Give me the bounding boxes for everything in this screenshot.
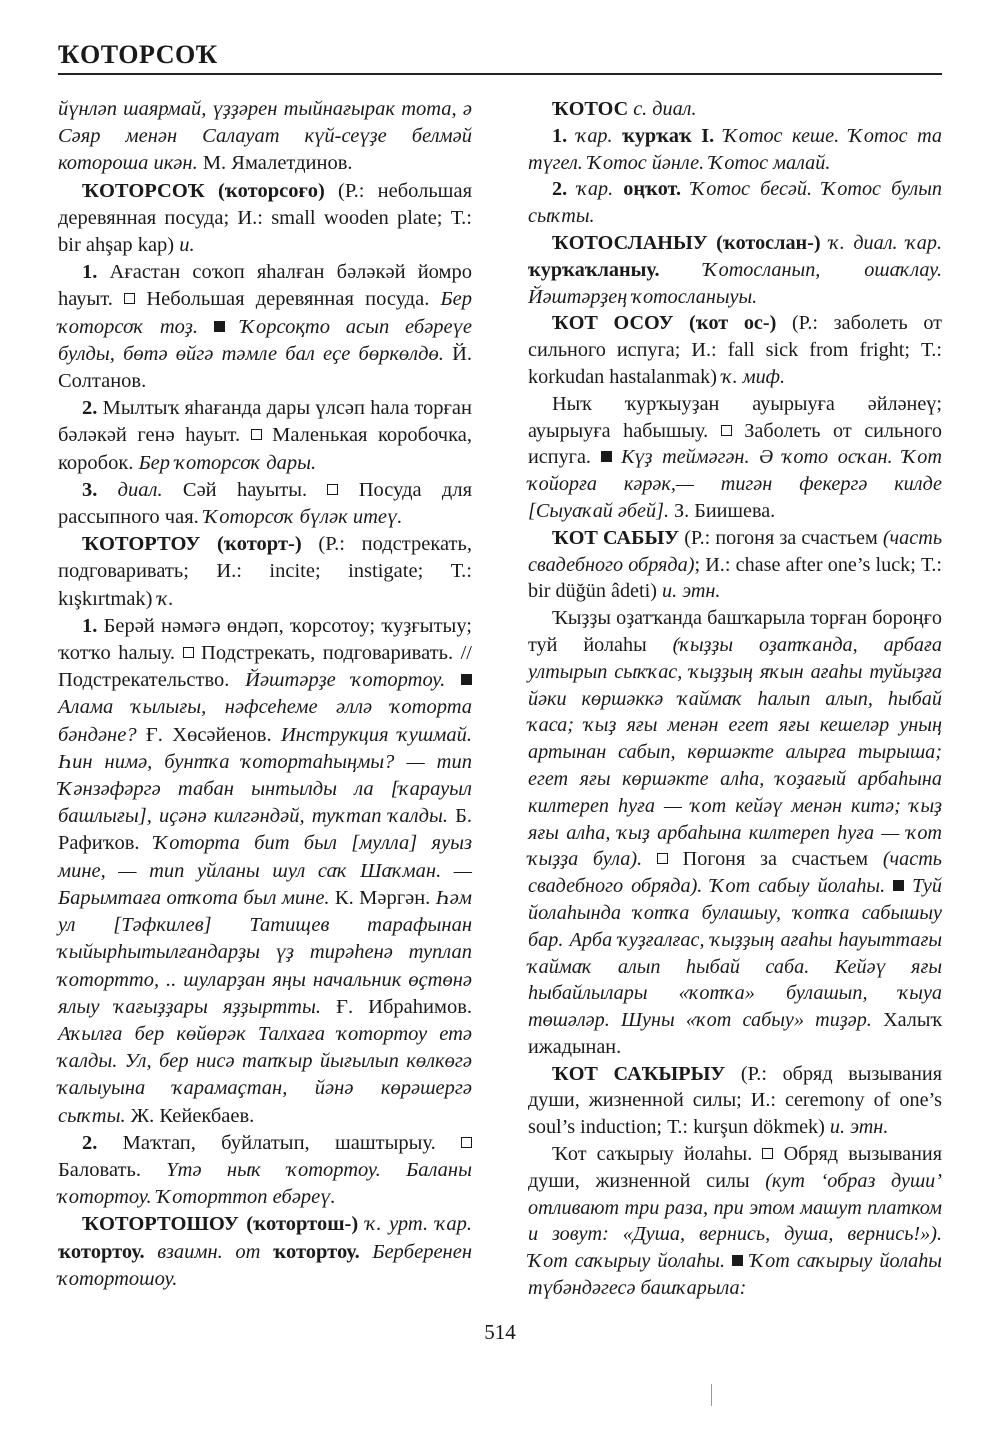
example: Ҡот саҡырыу йолаһы. bbox=[528, 1250, 726, 1273]
example: Ҡотос бесəй. Ҡотос булып сыҡты. bbox=[528, 178, 942, 228]
author: Ж. Кейекбаев. bbox=[125, 1104, 255, 1127]
running-head: ҠОТОРСОҠ bbox=[58, 40, 218, 69]
definition: Ныҡ ҡурҡыуҙан ауырыуға əйлəнеү; ауырыуға һабышыу. bbox=[528, 392, 942, 442]
entry-kot-osou bbox=[528, 310, 942, 390]
russian-gloss-note: (часть свадебного обряда). bbox=[528, 848, 942, 898]
author: Ғ. Хөсəйенов. bbox=[136, 723, 281, 746]
translations: (Р.: погоня за счастьем bbox=[679, 526, 883, 549]
sense-1 bbox=[528, 123, 942, 177]
sense-2 bbox=[58, 395, 472, 477]
headword: ҠОТ ОСОУ bbox=[552, 312, 674, 335]
headword-form: (ҡот ос-) bbox=[673, 312, 777, 335]
citation: Аҡылға бер көйөрəк Талхаға ҡотортоу етə ҡалды. Ул, бер нисə тапҡыр йығылып көлкөгə ҡалыуына ҡарамаҫтан, йəнə көрəшергə сыҡты. bbox=[58, 1022, 472, 1127]
author: З. Биишева. bbox=[669, 499, 776, 522]
white-square-icon bbox=[124, 293, 135, 304]
russian-gloss: Обряд вызывания души, жизненной силы bbox=[528, 1143, 942, 1192]
author: Б. Рафиҡов. bbox=[58, 805, 472, 855]
example-text: йүнлəп шаярмай, үҙҙəрен тыйнағырак тота, ə Сəяр менəн Салауат күй-сеүҙе белмəй котороша икəн. bbox=[58, 98, 472, 175]
example: Ҡотосланып, ошаҡлау. Йəштəрҙең ҡотосланыуы. bbox=[528, 258, 942, 308]
part-of-speech: и. этн. bbox=[829, 1116, 889, 1139]
entry-kotortoshou bbox=[58, 1211, 472, 1293]
definition-paragraph bbox=[528, 605, 942, 1061]
russian-gloss: Небольшая деревянная посуда. bbox=[135, 288, 441, 311]
sense-number: 2. bbox=[82, 397, 98, 420]
definition: Сəй һауыты. bbox=[162, 478, 328, 501]
citation: Ҡот саҡырыу йолаһы түбəндəгесə башҡарыла: bbox=[528, 1250, 942, 1300]
definition: Ҡот саҡырыу йолаһы. bbox=[552, 1143, 763, 1166]
entry-kot-sabyu bbox=[528, 525, 942, 605]
definition: Мылтыҡ яһағанда дары үлсəп һала торған бəлəкəй генə һауыт. bbox=[58, 397, 472, 447]
sense-2 bbox=[528, 176, 942, 230]
russian-gloss: Погоня за счастьем bbox=[667, 848, 883, 871]
black-square-icon bbox=[893, 880, 904, 891]
label: ҡар. bbox=[428, 1213, 472, 1236]
header-rule bbox=[58, 73, 942, 75]
translations: (Р.: заболеть от сильного испуга; И.: fall sick from fright; Т.: korkudan hastalanmak) bbox=[528, 312, 942, 388]
black-square-icon bbox=[214, 321, 225, 332]
scan-mark bbox=[711, 1384, 712, 1406]
definition: Ҡыҙҙы оҙатҡанда башҡарыла торған бороңғо туй йолаһы bbox=[528, 607, 942, 656]
cross-reference: ҡурҡаҡланыу. bbox=[528, 258, 660, 281]
part-of-speech: и. этн. bbox=[662, 580, 721, 603]
author: Ғ. Ибраһимов. bbox=[320, 995, 472, 1018]
white-square-icon bbox=[721, 425, 732, 436]
page-number: 514 bbox=[484, 1320, 516, 1344]
russian-gloss: Заболеть от сильного испуга. bbox=[528, 419, 943, 469]
label: ҡ. урт. bbox=[358, 1213, 429, 1236]
translations: (Р.: обряд вызывания души, жизненной силы; И.: ceremony of one’s soul’s induction; Т.: kurşun dökmek) bbox=[528, 1062, 942, 1139]
sense-number: 2. bbox=[552, 178, 568, 201]
black-square-icon bbox=[461, 674, 472, 685]
example: Берберенен ҡотортошоу. bbox=[58, 1240, 472, 1290]
entry-kotoslanyu bbox=[528, 230, 942, 310]
cross-reference: оңҡот. bbox=[613, 178, 682, 201]
definition: Маҡтап, буйлатып, шаштырыу. bbox=[97, 1131, 461, 1154]
headword: ҠОТ САҠЫРЫУ bbox=[552, 1062, 726, 1085]
entry-kotorsok bbox=[58, 178, 472, 260]
headword: ҠОТОРТОШОУ bbox=[82, 1213, 239, 1236]
example: Бер ҡоторсоҡ дары. bbox=[138, 451, 317, 474]
white-square-icon bbox=[657, 853, 668, 864]
translations: (Р.: подстрекать, подговаривать; И.: incite; instigate; Т.: kışkırtmak) bbox=[58, 533, 472, 610]
label: ҡар. bbox=[567, 178, 614, 201]
part-of-speech: ҡ. bbox=[157, 587, 174, 610]
cross-reference: ҡотортоу. bbox=[260, 1240, 360, 1263]
sense-number: 2. bbox=[82, 1131, 98, 1154]
sense-number: 1. bbox=[82, 261, 98, 284]
cross-reference: ҡурҡаҡ I. bbox=[612, 124, 715, 147]
sense-number: 1. bbox=[82, 614, 98, 637]
right-column bbox=[528, 96, 942, 1302]
part-of-speech: ҡ. миф. bbox=[721, 365, 786, 388]
sense-number: 1. bbox=[552, 124, 568, 147]
definition: Ағастан соҡоп яһалған бəлəкəй йомро һауыт. bbox=[58, 261, 472, 311]
example: Ҡот сабыу йолаһы. bbox=[702, 875, 886, 898]
headword: ҠОТОРТОУ bbox=[82, 533, 201, 556]
entry-kotortou bbox=[58, 531, 472, 613]
sense-3 bbox=[58, 477, 472, 531]
russian-gloss: Баловать. bbox=[58, 1158, 167, 1181]
sense-1 bbox=[58, 259, 472, 395]
definition: Берəй нəмəгə өндəп, ҡорсотоу; ҡуҙғытыу; ҡотҡо һалыу. bbox=[58, 614, 472, 665]
headword-form: (ҡотортош-) bbox=[238, 1213, 359, 1236]
definition-paragraph bbox=[528, 1141, 942, 1302]
citation: Алама ҡылығы, нəфсеһеме əллə ҡоторта бəндəне? bbox=[58, 696, 472, 746]
headword: ҠОТОС bbox=[552, 98, 629, 120]
label: ҡар. bbox=[567, 124, 613, 147]
entry-kot-sakyryu bbox=[528, 1061, 942, 1141]
label: диал. bbox=[97, 478, 163, 501]
definition-note: (ҡыҙҙы оҙатҡанда, арбаға ултырып сыҡҡас, ҡыҙҙың яҡын ағаһы туйыҙға йəки көршəккə ҡаймаҡ һалып алып, һыбай ҡаса; ҡыҙ яғы менəн егет яғы кешелəр уның артынан сабып, көршəкте алырға тырыша; егет яғы көршəкте алһа, ҡоҙағый арбаһына килтереп һуға — ҡот кейəү менəн китə; ҡыҙ яғы алһа, ҡыҙ арбаһына килтереп һуға — ҡот ҡыҙҙа була). bbox=[528, 633, 942, 871]
white-square-icon bbox=[183, 647, 194, 658]
black-square-icon bbox=[601, 451, 612, 462]
russian-gloss: Маленькая коробочка, коробок. bbox=[58, 424, 472, 474]
author: К. Мəргəн. bbox=[329, 886, 436, 909]
white-square-icon bbox=[762, 1148, 773, 1159]
citation: Күҙ теймəгəн. Ə ҡото осҡан. Ҡот ҡойорға кəрəк,— тигəн фекергə килде [Сыуаҡай əбей]. bbox=[528, 446, 942, 522]
headword-form: (ҡоторт-) bbox=[200, 533, 302, 556]
cross-reference: ҡотортоу. bbox=[58, 1240, 145, 1263]
label: взаимн. от bbox=[144, 1240, 261, 1263]
label: с. диал. bbox=[628, 98, 697, 120]
black-square-icon bbox=[732, 1255, 743, 1266]
author: Й. Солтанов. bbox=[58, 342, 472, 393]
entry-kotos bbox=[528, 96, 942, 123]
white-square-icon bbox=[251, 429, 262, 440]
citation: Инструкция ҡушмай. Һин нимə, бунтҡа ҡотортаһыңмы? — тип Ҡəнзəфəргə табан ынтылды ла [ҡарауыл башлығы], иҫəнə килгəндəй, туҡтап ҡалды. bbox=[58, 723, 472, 828]
translations-note: (часть свадебного обряда) bbox=[528, 526, 943, 576]
russian-gloss-note: (кут ‘образ души’ отливают три раза, при этом машут платком и зовут: «Душа, вернись, душа, вернись!»). bbox=[528, 1169, 942, 1246]
sense-1 bbox=[58, 613, 472, 1130]
headword: ҠОТ САБЫУ bbox=[552, 526, 680, 549]
part-of-speech: и. bbox=[179, 234, 195, 257]
example: Бер ҡоторсоҡ тоҙ. bbox=[58, 288, 472, 338]
sense-number: 3. bbox=[82, 478, 98, 501]
author: М. Ямалетдинов. bbox=[197, 152, 353, 175]
headword: ҠОТОРСОҠ bbox=[82, 179, 205, 202]
left-column bbox=[58, 96, 472, 1293]
white-square-icon bbox=[461, 1137, 472, 1148]
citation: Туй йолаһында ҡотҡа булашыу, ҡотҡа сабышыу бар. Арба ҡуҙғалғас, ҡыҙҙың ағаһы һауыттағы ҡаймаҡ алып һыбай саба. Кейəү яғы һыбайлылары «ҡотҡа» булашып, ҡыуа төшəлəр. Шуны «ҡот сабыу» тиҙəр. bbox=[528, 875, 942, 1032]
russian-gloss: Подстрекать, подговаривать. // Подстрекательство. bbox=[58, 642, 472, 692]
example: Ҡотос кеше. Ҡотос та түгел. Ҡотос йəнле. Ҡотос малай. bbox=[528, 124, 943, 174]
label: ҡ. диал. ҡар. bbox=[820, 231, 942, 254]
example: Ҡоторсоҡ бүлəк итеү. bbox=[203, 506, 403, 529]
example: Үтə ныҡ ҡотортоу. Баланы ҡотортоу. Ҡоторттоп ебəреү. bbox=[58, 1158, 472, 1209]
translations: ; И.: chase after one’s luck; Т.: bir düğün âdeti) bbox=[528, 553, 942, 603]
translations: (Р.: небольшая деревянная посуда; И.: small wooden plate; Т.: bir ahşap kap) bbox=[58, 179, 472, 257]
definition-paragraph bbox=[528, 391, 942, 525]
author: Халыҡ ижадынан. bbox=[528, 1009, 942, 1058]
headword-form: (ҡоторсоғо) bbox=[204, 179, 325, 202]
citation: Ҡорсоқто асып ебəреүе булды, бөтə өйгə тəмле бал еҫе бөркөлдө. bbox=[58, 315, 472, 365]
headword-form: (ҡотослан-) bbox=[707, 231, 821, 254]
white-square-icon bbox=[327, 484, 338, 495]
citation: Ҡоторта бит был [мулла] яуыз мине, — тип уйланы шул саҡ Шаҡман. — Барымтаға отҡота был мине. bbox=[58, 832, 472, 909]
citation: Һəм ул [Тəфкилев] Татищев тарафынан ҡыйырһытылғандарҙы үҙ тирəһенə туплап ҡотортто, .. шуларҙан яңы начальник өҫтөнə ялыу ҡағыҙҙары яҙҙыртты. bbox=[58, 886, 472, 1018]
example: Йəштəрҙе ҡотортоу. bbox=[245, 669, 446, 692]
continuation-paragraph bbox=[58, 96, 472, 178]
russian-gloss: Посуда для рассыпного чая. bbox=[58, 478, 472, 529]
sense-2 bbox=[58, 1130, 472, 1212]
headword: ҠОТОСЛАНЫУ bbox=[552, 231, 708, 254]
